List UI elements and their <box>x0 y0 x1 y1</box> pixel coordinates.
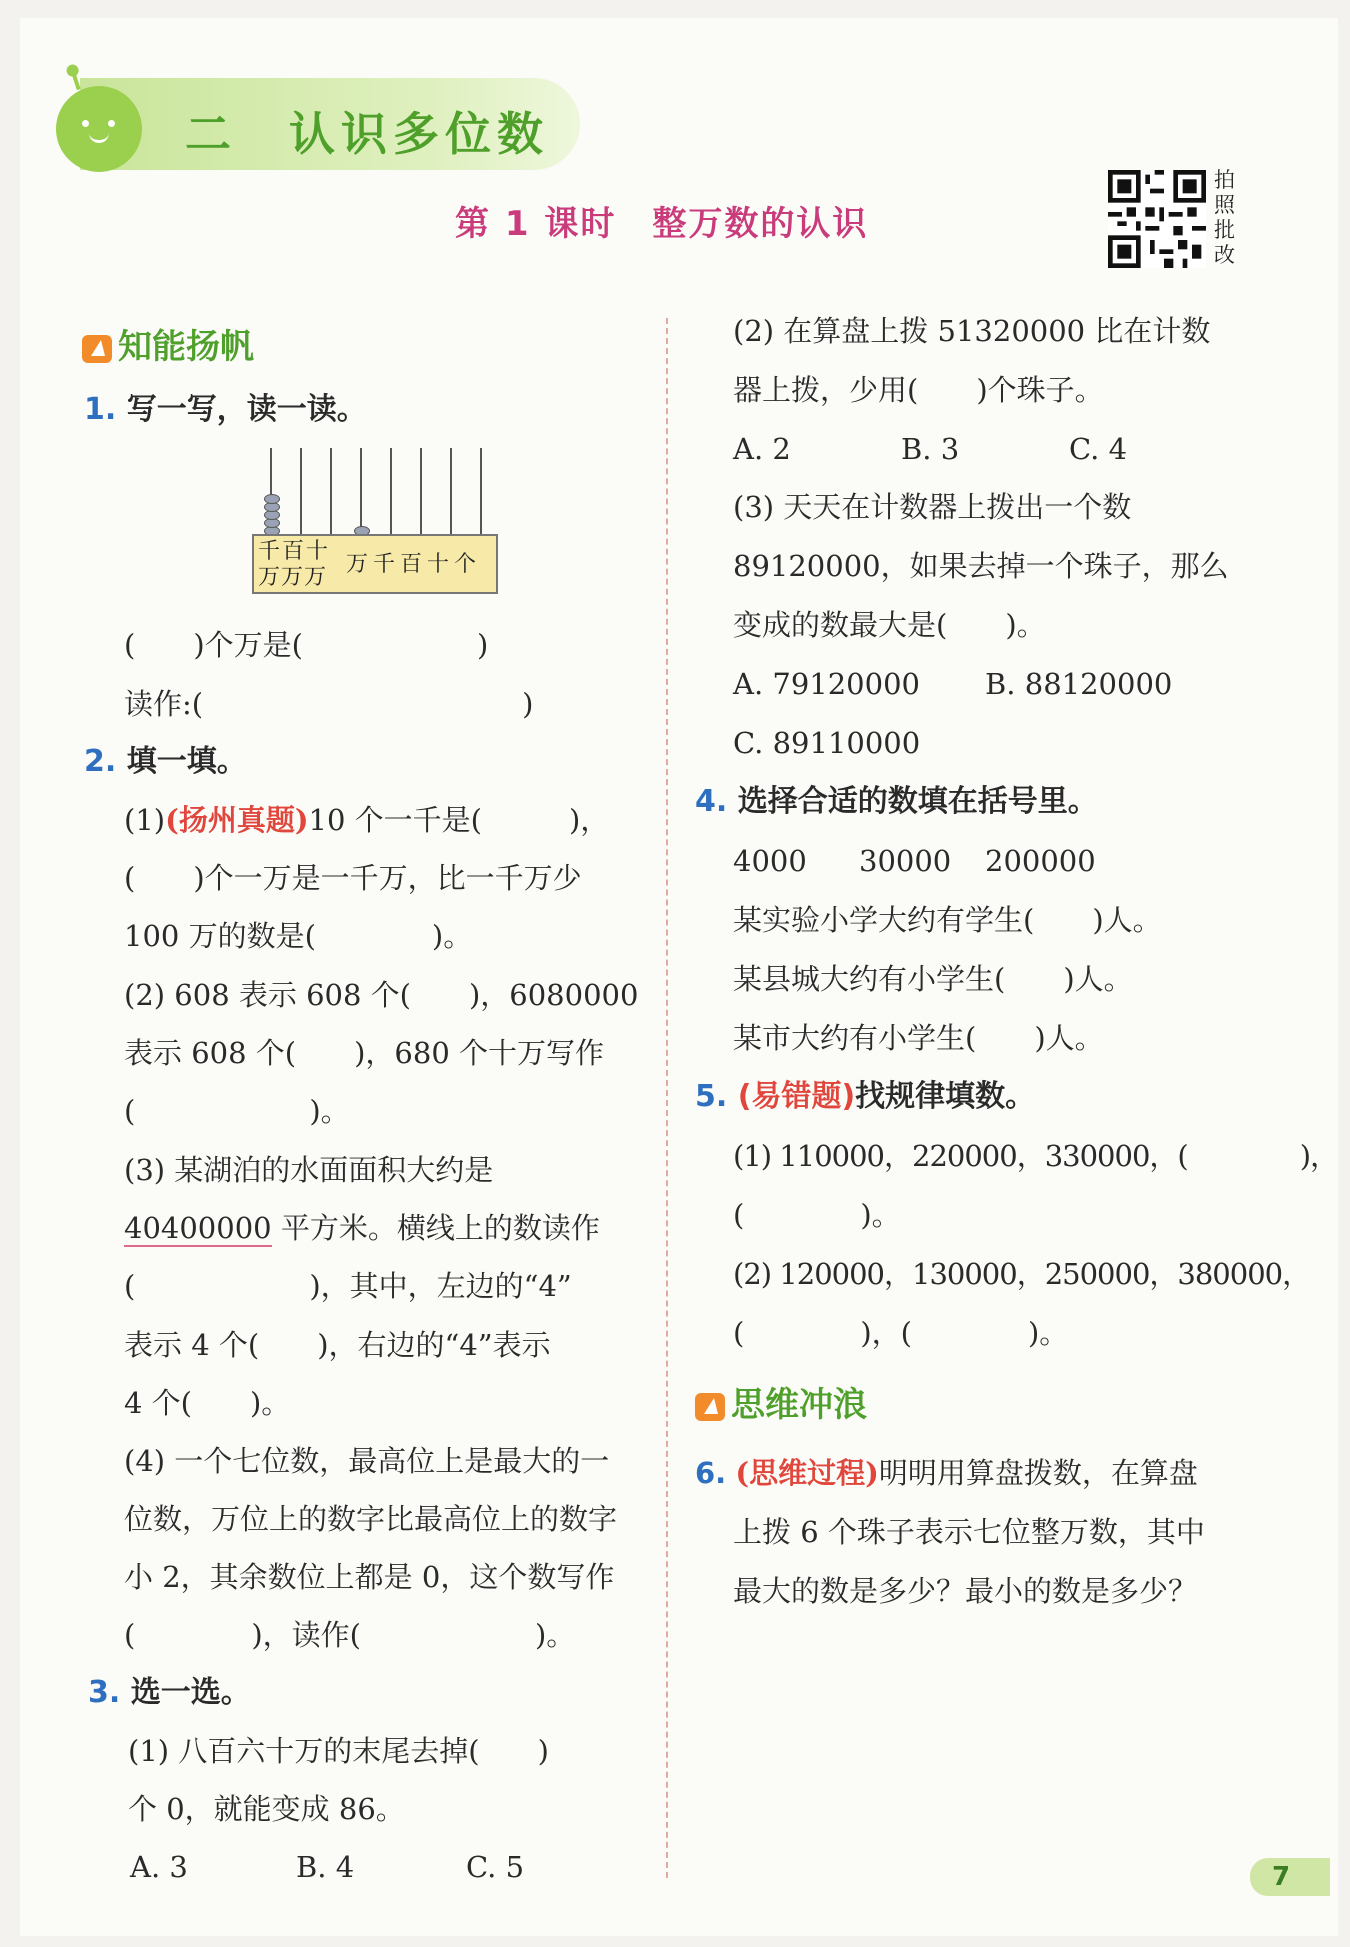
q3-p2-option-b[interactable]: B. 3 <box>901 432 960 466</box>
q6-line1: 6. (思维过程)明明用算盘拨数，在算盘 <box>695 1456 1198 1490</box>
mascot-icon <box>56 86 142 172</box>
wave-icon <box>695 1393 725 1421</box>
q1-line1: ( )个万是( ) <box>124 628 489 662</box>
q2-p3-line3: ( )，其中，左边的“4” <box>124 1269 572 1303</box>
label-rest: 万千百十个 <box>346 552 482 577</box>
q4-title: 4. 选择合适的数填在括号里。 <box>695 784 1098 819</box>
q2-p4-line4: ( )，读作( )。 <box>124 1618 576 1652</box>
q5-p2-line1: (2) 120000，130000，250000，380000， <box>733 1257 1311 1291</box>
q2-p3-line5: 4 个( )。 <box>124 1386 291 1420</box>
label-baiwan: 百 <box>282 539 305 564</box>
q3-p3-option-c[interactable]: C. 89110000 <box>733 726 921 760</box>
q3-p3-option-a[interactable]: A. 79120000 <box>733 667 920 701</box>
unit-title: 二 认识多位数 <box>185 107 549 161</box>
counting-frame <box>250 448 500 598</box>
q4-line3: 某市大约有小学生( )人。 <box>733 1021 1104 1055</box>
q3-title: 3. 选一选。 <box>88 1675 251 1710</box>
q3-p2-line2: 器上拨，少用( )个珠子。 <box>733 373 1104 407</box>
q2-p2-line3: ( )。 <box>124 1094 350 1128</box>
q5-p1-line2: ( )。 <box>733 1198 901 1232</box>
q3-option-a[interactable]: A. 3 <box>130 1850 188 1884</box>
q3-p3-line2: 89120000，如果去掉一个珠子，那么 <box>733 549 1229 583</box>
q2-p3-line2: 40400000 平方米。横线上的数读作 <box>124 1211 600 1245</box>
q2-p2-line2: 表示 608 个( )，680 个十万写作 <box>124 1036 604 1070</box>
q3-p1-line2: 个 0，就能变成 86。 <box>128 1792 405 1826</box>
q4-choice: 4000 <box>733 844 807 878</box>
q6-line3: 最大的数是多少？最小的数是多少？ <box>733 1574 1198 1608</box>
q3-p2-option-c[interactable]: C. 4 <box>1069 432 1128 466</box>
q2-p3-line1: (3) 某湖泊的水面面积大约是 <box>124 1153 494 1187</box>
q5-p1-line1: (1) 110000，220000，330000，( )， <box>733 1139 1339 1173</box>
q3-p3-line1: (3) 天天在计数器上拨出一个数 <box>733 490 1132 524</box>
q3-p2-option-a[interactable]: A. 2 <box>733 432 791 466</box>
lesson-title: 第 1 课时 整万数的认识 <box>455 204 869 244</box>
q2-p4-line1: (4) 一个七位数，最高位上是最大的一 <box>124 1444 610 1478</box>
q6-line2: 上拨 6 个珠子表示七位整万数，其中 <box>733 1515 1205 1549</box>
q1-line2: 读作:( ) <box>124 687 534 721</box>
qr-label: 拍照批改 <box>1214 168 1235 267</box>
q4-choice: 30000 <box>859 844 952 878</box>
q2-p2-line1: (2) 608 表示 608 个( )，6080000 <box>124 978 639 1012</box>
q3-p2-line1: (2) 在算盘上拨 51320000 比在计数 <box>733 314 1211 348</box>
q3-p3-line3: 变成的数最大是( )。 <box>733 608 1046 642</box>
section-head-1: 知能扬帆 <box>82 318 254 376</box>
q2-title: 2. 填一填。 <box>84 744 247 779</box>
q3-p3-option-b[interactable]: B. 88120000 <box>985 667 1173 701</box>
q2-p1-line: (1)(扬州真题)10 个一千是( )， <box>124 803 610 837</box>
label-shiwan: 十 <box>306 539 329 564</box>
qr-code-icon[interactable] <box>1108 170 1206 268</box>
sail-icon <box>82 335 112 363</box>
q1-title: 1. 写一写，读一读。 <box>84 392 367 427</box>
q5-p2-line2: ( )，( )。 <box>733 1316 1069 1350</box>
q2-p4-line3: 小 2，其余数位上都是 0，这个数写作 <box>124 1560 615 1594</box>
label-wan-row: 万万万 <box>258 565 328 590</box>
q2-p4-line2: 位数，万位上的数字比最高位上的数字 <box>124 1502 618 1536</box>
q3-option-c[interactable]: C. 5 <box>466 1850 525 1884</box>
column-divider <box>666 318 668 1878</box>
q5-title: 5. (易错题)找规律填数。 <box>695 1079 1036 1114</box>
section-head-2: 思维冲浪 <box>695 1376 867 1434</box>
q4-line2: 某县城大约有小学生( )人。 <box>733 962 1133 996</box>
q3-option-b[interactable]: B. 4 <box>296 1850 355 1884</box>
q2-p1-line2: ( )个一万是一千万，比一千万少 <box>124 861 582 895</box>
label-qianwan: 千 <box>258 539 281 564</box>
q2-p3-line4: 表示 4 个( )，右边的“4”表示 <box>124 1328 551 1362</box>
q2-p1-line3: 100 万的数是( )。 <box>124 919 473 953</box>
q4-line1: 某实验小学大约有学生( )人。 <box>733 903 1162 937</box>
q4-choice: 200000 <box>985 844 1096 878</box>
q3-p1-line1: (1) 八百六十万的末尾去掉( ) <box>128 1734 549 1768</box>
page-number: 7 <box>1250 1858 1330 1896</box>
